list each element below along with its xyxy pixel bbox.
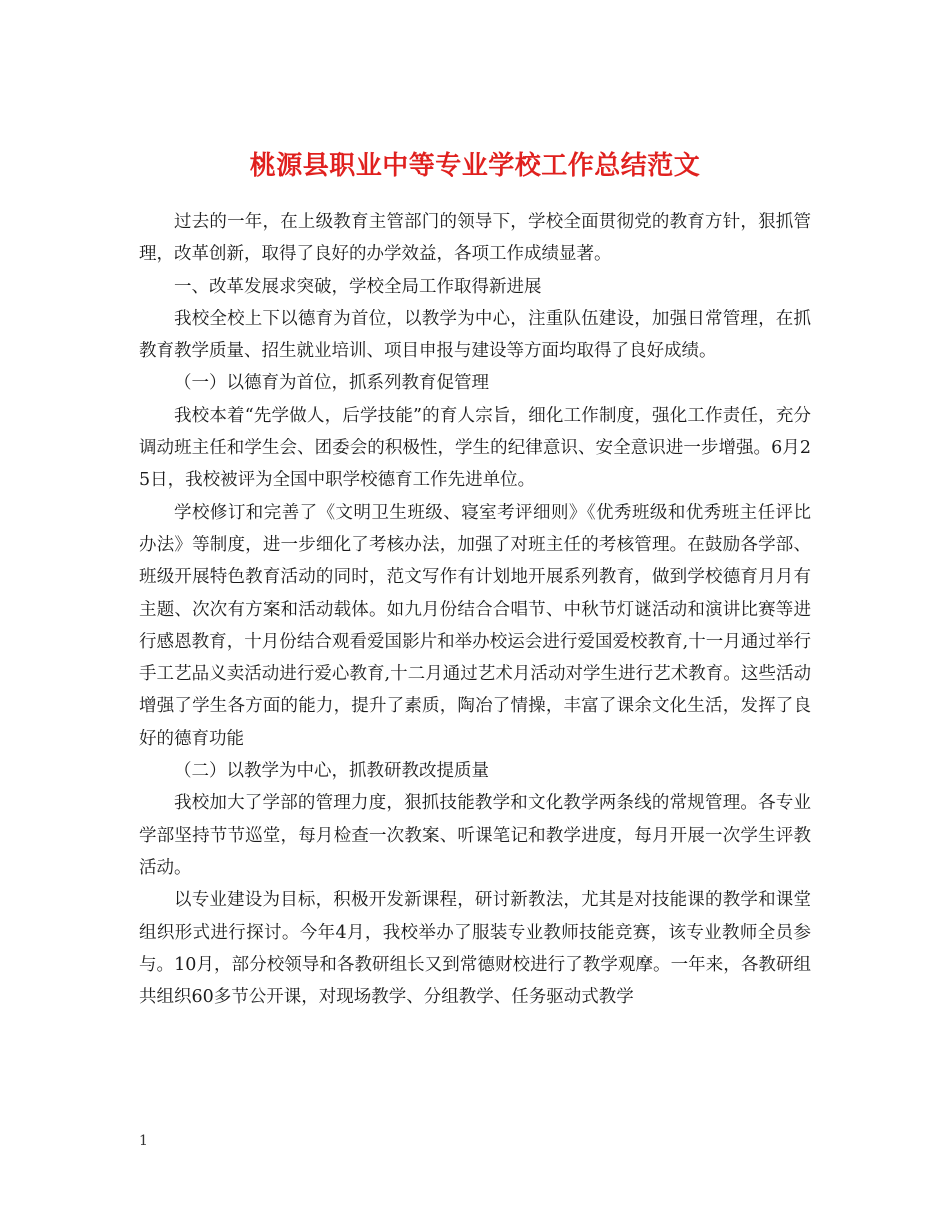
paragraph-section-1: 我校全校上下以德育为首位，以教学为中心，注重队伍建设，加强日常管理，在抓教育教学质量、招生就业培训、项目申报与建设等方面均取得了良好成绩。 (139, 308, 811, 362)
paragraph-intro: 过去的一年，在上级教育主管部门的领导下，学校全面贯彻党的教育方针，狠抓管理，改革创新，取得了良好的办学效益，各项工作成绩显著。 (139, 212, 811, 265)
page-number: 1 (139, 1133, 148, 1149)
subsection-heading-1: （一）以德育为首位，抓系列教育促管理 (174, 373, 489, 394)
document-title: 桃源县职业中等专业学校工作总结范文 (249, 151, 701, 182)
document-body (139, 206, 811, 1013)
paragraph-moral-education: 我校本着“先学做人，后学技能”的育人宗旨，细化工作制度，强化工作责任，充分调动班主任和学生会、团委会的积极性，学生的纪律意识、安全意识进一步增强。6月25日，我校被评为全国中职学校德育工作先进单位。 (139, 405, 811, 491)
paragraph-activities: 学校修订和完善了《文明卫生班级、寝室考评细则》《优秀班级和优秀班主任评比办法》等制度，进一步细化了考核办法，加强了对班主任的考核管理。在鼓励各学部、班级开展特色教育活动的同时，范文写作有计划地开展系列教育，做到学校德育月月有主题、次次有方案和活动载体。如九月份结合合唱节、中秋节灯谜活动和演讲比赛等进行感恩教育，十月份结合观看爱国影片和举办校运会进行爱国爱校教育,十一月通过举行手工艺品义卖活动进行爱心教育,十二月通过艺术月活动对学生进行艺术教育。这些活动增强了学生各方面的能力，提升了素质，陶冶了情操，丰富了课余文化生活，发挥了良好的德育功能 (139, 502, 811, 749)
section-heading-1: 一、改革发展求突破，学校全局工作取得新进展 (174, 276, 542, 297)
paragraph-curriculum: 以专业建设为目标，积极开发新课程，研讨新教法，尤其是对技能课的教学和课堂组织形式进行探讨。今年4月，我校举办了服装专业教师技能竞赛，该专业教师全员参与。10月，部分校领导和各教研组长又到常德财校进行了教学观摩。一年来，各教研组共组织60多节公开课，对现场教学、分组教学、任务驱动式教学 (139, 890, 811, 1008)
subsection-heading-2: （二）以教学为中心，抓教研教改提质量 (174, 761, 489, 782)
paragraph-teaching-management: 我校加大了学部的管理力度，狠抓技能教学和文化教学两条线的常规管理。各专业学部坚持节节巡堂，每月检查一次教案、听课笔记和教学进度，每月开展一次学生评教活动。 (139, 793, 811, 878)
